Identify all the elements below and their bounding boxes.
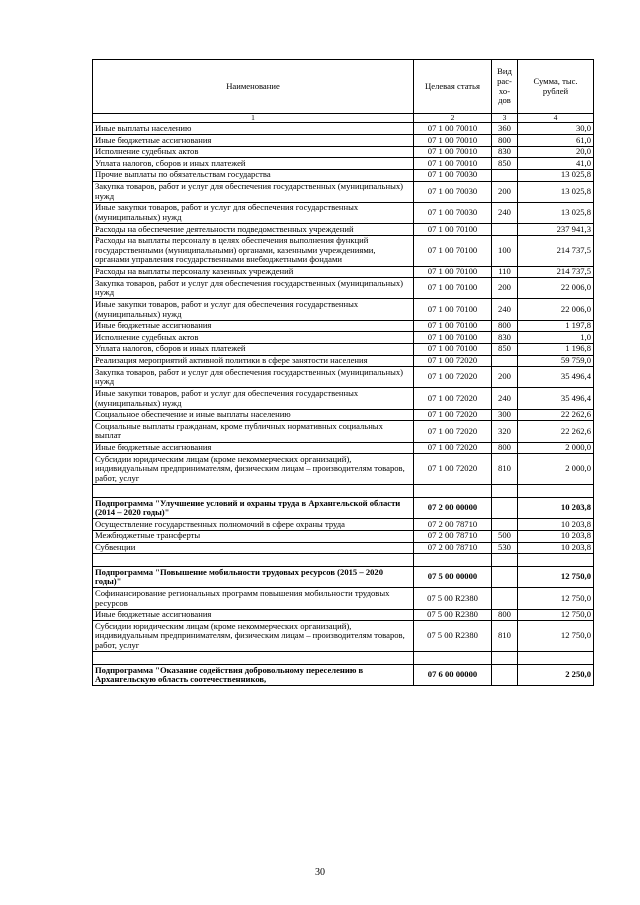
cell-target-article: 07 1 00 70100 xyxy=(414,320,492,332)
table-header xyxy=(93,60,594,123)
cell-name: Подпрограмма "Оказание содействия добровольному переселению в Архангельскую область соотечественников, xyxy=(93,665,414,686)
empty-cell xyxy=(414,554,492,567)
cell-target-article: 07 1 00 70100 xyxy=(414,299,492,320)
table-row xyxy=(93,158,594,170)
cell-expense-type: 830 xyxy=(492,332,518,344)
cell-expense-type: 110 xyxy=(492,266,518,278)
cell-sum: 214 737,5 xyxy=(518,266,594,278)
cell-sum: 12 750,0 xyxy=(518,609,594,621)
table-row xyxy=(93,621,594,652)
cell-target-article: 07 5 00 R2380 xyxy=(414,621,492,652)
cell-expense-type xyxy=(492,498,518,519)
table-row xyxy=(93,454,594,485)
table-row xyxy=(93,320,594,332)
cell-sum: 22 262,6 xyxy=(518,409,594,421)
cell-sum: 22 262,6 xyxy=(518,421,594,442)
cell-expense-type: 500 xyxy=(492,530,518,542)
cell-sum: 10 203,8 xyxy=(518,498,594,519)
cell-name: Иные закупки товаров, работ и услуг для обеспечения государственных (муниципальных) нужд xyxy=(93,299,414,320)
header-name: Наименование xyxy=(93,60,414,114)
table-row xyxy=(93,299,594,320)
cell-sum: 41,0 xyxy=(518,158,594,170)
cell-target-article: 07 1 00 70100 xyxy=(414,278,492,299)
cell-expense-type: 300 xyxy=(492,409,518,421)
cell-target-article: 07 1 00 70100 xyxy=(414,266,492,278)
cell-name: Закупка товаров, работ и услуг для обеспечения государственных (муниципальных) нужд xyxy=(93,278,414,299)
cell-expense-type: 240 xyxy=(492,388,518,409)
cell-target-article: 07 1 00 70030 xyxy=(414,181,492,202)
cell-sum: 2 000,0 xyxy=(518,454,594,485)
cell-target-article: 07 1 00 70010 xyxy=(414,146,492,158)
cell-sum: 10 203,8 xyxy=(518,519,594,531)
header-target-article: Целевая статья xyxy=(414,60,492,114)
subprogram-row xyxy=(93,665,594,686)
cell-sum: 61,0 xyxy=(518,135,594,147)
cell-sum: 22 006,0 xyxy=(518,278,594,299)
cell-target-article: 07 1 00 72020 xyxy=(414,367,492,388)
empty-cell xyxy=(93,652,414,665)
table-row xyxy=(93,388,594,409)
cell-sum: 12 750,0 xyxy=(518,588,594,609)
cell-expense-type xyxy=(492,169,518,181)
cell-name: Иные закупки товаров, работ и услуг для обеспечения государственных (муниципальных) нужд xyxy=(93,388,414,409)
empty-cell xyxy=(518,554,594,567)
cell-expense-type: 320 xyxy=(492,421,518,442)
cell-name: Субвенции xyxy=(93,542,414,554)
cell-name: Субсидии юридическим лицам (кроме некоммерческих организаций), индивидуальным предпринимателям, физическим лицам – производителям товаров, работ, услуг xyxy=(93,454,414,485)
table-row xyxy=(93,278,594,299)
cell-name: Расходы на выплаты персоналу в целях обеспечения выполнения функций государственными (муниципальными) органами, казенными учреждениями, органами управления государственными внебюджетными фондами xyxy=(93,235,414,266)
cell-sum: 12 750,0 xyxy=(518,621,594,652)
table-row xyxy=(93,235,594,266)
cell-expense-type: 800 xyxy=(492,442,518,454)
cell-target-article: 07 1 00 72020 xyxy=(414,355,492,367)
cell-expense-type: 200 xyxy=(492,181,518,202)
table-row xyxy=(93,609,594,621)
table-row xyxy=(93,266,594,278)
cell-name: Осуществление государственных полномочий в сфере охраны труда xyxy=(93,519,414,531)
cell-sum: 1 197,8 xyxy=(518,320,594,332)
column-numbers-row xyxy=(93,114,594,123)
cell-sum: 13 025,8 xyxy=(518,181,594,202)
budget-table xyxy=(92,59,594,686)
empty-cell xyxy=(518,485,594,498)
cell-target-article: 07 5 00 R2380 xyxy=(414,588,492,609)
cell-expense-type xyxy=(492,665,518,686)
cell-name: Исполнение судебных актов xyxy=(93,332,414,344)
cell-expense-type: 200 xyxy=(492,278,518,299)
cell-name: Уплата налогов, сборов и иных платежей xyxy=(93,158,414,170)
cell-expense-type: 240 xyxy=(492,202,518,223)
table-row xyxy=(93,421,594,442)
cell-target-article: 07 1 00 70100 xyxy=(414,343,492,355)
table-row xyxy=(93,224,594,236)
cell-sum: 1 196,8 xyxy=(518,343,594,355)
empty-cell xyxy=(414,652,492,665)
cell-sum: 2 250,0 xyxy=(518,665,594,686)
cell-name: Реализация мероприятий активной политики в сфере занятости населения xyxy=(93,355,414,367)
cell-name: Иные бюджетные ассигнования xyxy=(93,135,414,147)
cell-expense-type: 830 xyxy=(492,146,518,158)
table-body xyxy=(93,123,594,686)
cell-name: Софинансирование региональных программ повышения мобильности трудовых ресурсов xyxy=(93,588,414,609)
blank-row xyxy=(93,652,594,665)
cell-sum: 20,0 xyxy=(518,146,594,158)
column-number: 1 xyxy=(93,114,414,123)
empty-cell xyxy=(492,652,518,665)
subprogram-row xyxy=(93,567,594,588)
table-row xyxy=(93,202,594,223)
page-number: 30 xyxy=(315,867,325,878)
empty-cell xyxy=(93,485,414,498)
cell-sum: 35 496,4 xyxy=(518,388,594,409)
cell-sum: 22 006,0 xyxy=(518,299,594,320)
cell-expense-type: 810 xyxy=(492,621,518,652)
cell-target-article: 07 6 00 00000 xyxy=(414,665,492,686)
cell-target-article: 07 1 00 70030 xyxy=(414,169,492,181)
column-number: 4 xyxy=(518,114,594,123)
cell-name: Иные бюджетные ассигнования xyxy=(93,609,414,621)
cell-name: Социальное обеспечение и иные выплаты населению xyxy=(93,409,414,421)
empty-cell xyxy=(492,485,518,498)
cell-name: Уплата налогов, сборов и иных платежей xyxy=(93,343,414,355)
table-row xyxy=(93,355,594,367)
table-row xyxy=(93,123,594,135)
cell-expense-type: 530 xyxy=(492,542,518,554)
cell-sum: 59 759,0 xyxy=(518,355,594,367)
subprogram-row xyxy=(93,498,594,519)
cell-target-article: 07 2 00 78710 xyxy=(414,542,492,554)
empty-cell xyxy=(518,652,594,665)
cell-name: Закупка товаров, работ и услуг для обеспечения государственных (муниципальных) нужд xyxy=(93,367,414,388)
cell-name: Прочие выплаты по обязательствам государства xyxy=(93,169,414,181)
cell-expense-type xyxy=(492,588,518,609)
table-row xyxy=(93,332,594,344)
blank-row xyxy=(93,485,594,498)
empty-cell xyxy=(492,554,518,567)
cell-sum: 2 000,0 xyxy=(518,442,594,454)
cell-name: Иные бюджетные ассигнования xyxy=(93,320,414,332)
cell-expense-type xyxy=(492,355,518,367)
cell-name: Закупка товаров, работ и услуг для обеспечения государственных (муниципальных) нужд xyxy=(93,181,414,202)
cell-expense-type: 100 xyxy=(492,235,518,266)
cell-target-article: 07 1 00 70100 xyxy=(414,332,492,344)
cell-sum: 12 750,0 xyxy=(518,567,594,588)
cell-sum: 237 941,3 xyxy=(518,224,594,236)
cell-target-article: 07 1 00 70100 xyxy=(414,235,492,266)
cell-target-article: 07 1 00 70010 xyxy=(414,123,492,135)
table-row xyxy=(93,542,594,554)
cell-target-article: 07 1 00 72020 xyxy=(414,388,492,409)
cell-sum: 10 203,8 xyxy=(518,542,594,554)
column-number: 3 xyxy=(492,114,518,123)
cell-expense-type: 850 xyxy=(492,343,518,355)
cell-sum: 214 737,5 xyxy=(518,235,594,266)
empty-cell xyxy=(93,554,414,567)
cell-sum: 1,0 xyxy=(518,332,594,344)
cell-target-article: 07 1 00 70010 xyxy=(414,135,492,147)
cell-name: Расходы на выплаты персоналу казенных учреждений xyxy=(93,266,414,278)
cell-expense-type xyxy=(492,224,518,236)
table-row xyxy=(93,519,594,531)
cell-name: Иные бюджетные ассигнования xyxy=(93,442,414,454)
table-row xyxy=(93,442,594,454)
cell-expense-type: 800 xyxy=(492,320,518,332)
cell-target-article: 07 5 00 00000 xyxy=(414,567,492,588)
cell-expense-type: 240 xyxy=(492,299,518,320)
table-row xyxy=(93,367,594,388)
cell-target-article: 07 1 00 70030 xyxy=(414,202,492,223)
cell-name: Социальные выплаты гражданам, кроме публичных нормативных социальных выплат xyxy=(93,421,414,442)
header-sum: Сумма, тыс. рублей xyxy=(518,60,594,114)
cell-name: Субсидии юридическим лицам (кроме некоммерческих организаций), индивидуальным предпринимателям, физическим лицам – производителям товаров, работ, услуг xyxy=(93,621,414,652)
cell-target-article: 07 2 00 00000 xyxy=(414,498,492,519)
cell-name: Иные выплаты населению xyxy=(93,123,414,135)
cell-expense-type: 850 xyxy=(492,158,518,170)
cell-name: Подпрограмма "Повышение мобильности трудовых ресурсов (2015 – 2020 годы)" xyxy=(93,567,414,588)
cell-expense-type xyxy=(492,567,518,588)
header-expense-type: Вид рас- хо- дов xyxy=(492,60,518,114)
cell-target-article: 07 1 00 72020 xyxy=(414,421,492,442)
cell-expense-type: 200 xyxy=(492,367,518,388)
table-row xyxy=(93,181,594,202)
column-number: 2 xyxy=(414,114,492,123)
cell-expense-type: 810 xyxy=(492,454,518,485)
cell-sum: 35 496,4 xyxy=(518,367,594,388)
table-row xyxy=(93,530,594,542)
blank-row xyxy=(93,554,594,567)
cell-expense-type: 800 xyxy=(492,609,518,621)
cell-target-article: 07 1 00 72020 xyxy=(414,442,492,454)
cell-name: Иные закупки товаров, работ и услуг для обеспечения государственных (муниципальных) нужд xyxy=(93,202,414,223)
cell-name: Межбюджетные трансферты xyxy=(93,530,414,542)
cell-name: Исполнение судебных актов xyxy=(93,146,414,158)
cell-sum: 13 025,8 xyxy=(518,202,594,223)
cell-expense-type: 360 xyxy=(492,123,518,135)
cell-target-article: 07 2 00 78710 xyxy=(414,530,492,542)
table-row xyxy=(93,135,594,147)
cell-expense-type xyxy=(492,519,518,531)
cell-name: Подпрограмма "Улучшение условий и охраны труда в Архангельской области (2014 – 2020 годы)" xyxy=(93,498,414,519)
table-row xyxy=(93,588,594,609)
cell-target-article: 07 1 00 70010 xyxy=(414,158,492,170)
cell-name: Расходы на обеспечение деятельности подведомственных учреждений xyxy=(93,224,414,236)
cell-target-article: 07 1 00 70100 xyxy=(414,224,492,236)
cell-sum: 13 025,8 xyxy=(518,169,594,181)
table-row xyxy=(93,146,594,158)
table-row xyxy=(93,343,594,355)
empty-cell xyxy=(414,485,492,498)
table-row xyxy=(93,409,594,421)
cell-expense-type: 800 xyxy=(492,135,518,147)
cell-target-article: 07 5 00 R2380 xyxy=(414,609,492,621)
table-row xyxy=(93,169,594,181)
cell-sum: 30,0 xyxy=(518,123,594,135)
cell-target-article: 07 2 00 78710 xyxy=(414,519,492,531)
cell-target-article: 07 1 00 72020 xyxy=(414,409,492,421)
cell-sum: 10 203,8 xyxy=(518,530,594,542)
cell-target-article: 07 1 00 72020 xyxy=(414,454,492,485)
